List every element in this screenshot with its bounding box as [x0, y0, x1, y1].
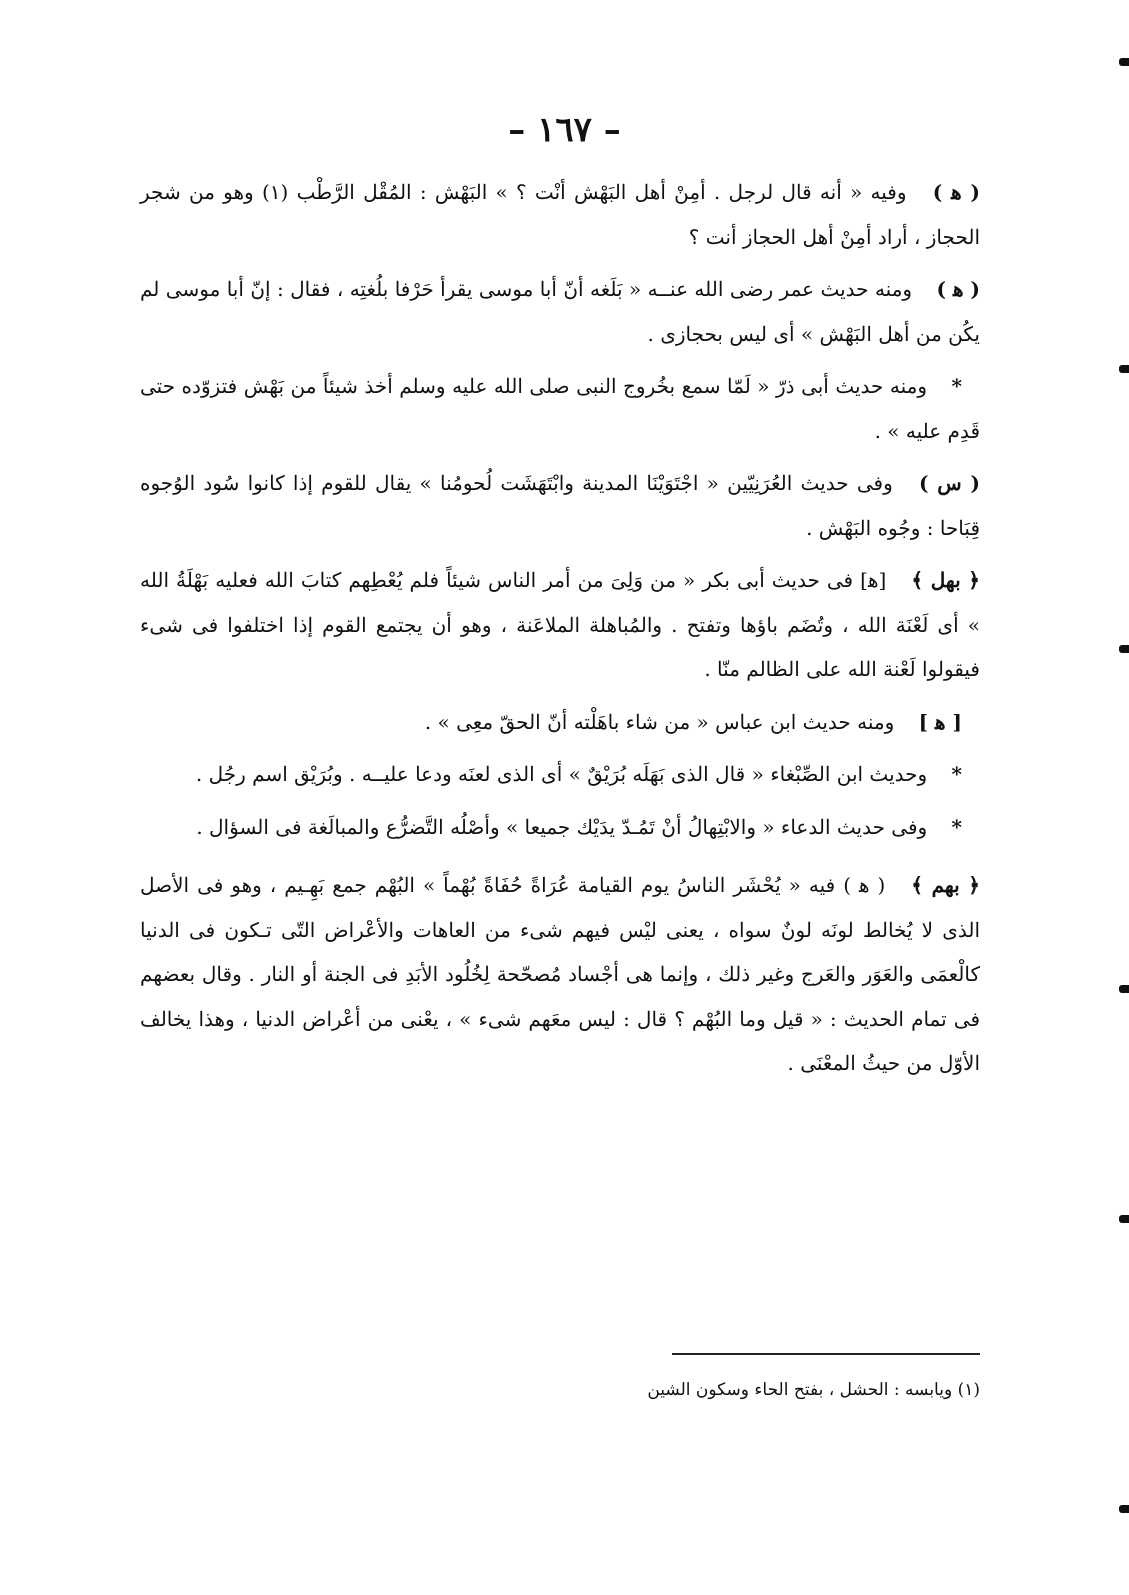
page-number: – ١٦٧ – [508, 110, 621, 150]
paragraph-text: وفيه « أنه قال لرجل . أمِنْ أهل البَهْش أنْت ؟ » البَهْش : المُقْل الرَّطْب (١) وهو من شجر الحجاز ، أراد أمِنْ أهل الحجاز أنت ؟ [140, 180, 980, 249]
paragraph [140, 170, 980, 259]
paragraph-text: ( ﻫ ) فيه « يُحْشَر الناسُ يوم القيامة عُرَاةً حُفَاةً بُهْماً » البُهْم جمع بَهِـيم ، وهو فى الأصل الذى لا يُخالط لونَه لونٌ سواه ، يعنى ليْس فيهم شىء من العاهات والأعْراض التّى تـكون فى الدنيا كالْعمَى والعَوَر والعَرج وغير ذلك ، وإنما هى أجْساد مُصحّحة لِخُلُود الأبَدِ فى الجنة أو النار . وقال بعضهم فى تمام الحديث : « قيل وما البُهْم ؟ قال : ليس معَهم شىء » ، يعْنى من أعْراض الدنيا ، وهذا يخالف الأوّل من حيثُ المعْنَى . [140, 873, 980, 1075]
paragraph [140, 700, 980, 745]
entry-paragraph [140, 558, 980, 692]
paragraph-text: ومنه حديث أبى ذرّ « لَمّا سمع بخُروج النبى صلى الله عليه وسلم أخذ شيئاً من بَهْش فتزوّده حتى قَدِم عليه » . [140, 374, 980, 443]
asterisk-marker: * [951, 814, 962, 839]
paragraph-text: [ﻫ] فى حديث أبى بكر « من وَلِىَ من أمر الناس شيئاً فلم يُعْطِهم كتابَ الله فعليه بَهْلَةُ الله » أى لَعْنَة الله ، وتُضَم باؤها وتفتح . والمُباهلة الملاعَنة ، وهو أن يجتمع القوم إذا اختلفوا فى شىء فيقولوا لَعْنة الله على الظالم منّا . [140, 568, 981, 681]
margin-mark [1119, 365, 1129, 373]
margin-mark [1119, 1215, 1129, 1223]
paragraph [140, 461, 980, 550]
paragraph [140, 752, 980, 797]
margin-mark [1119, 985, 1129, 993]
entry-headword: ﴿ بهم ﴾ [911, 873, 981, 897]
paragraph [140, 364, 980, 453]
margin-mark [1119, 1505, 1129, 1513]
paragraph-text: ومنه حديث ابن عباس « من شاء باهَلْته أنّ الحقّ معِى » . [424, 709, 895, 734]
entry-headword: ﴿ بهل ﴾ [911, 568, 981, 592]
asterisk-marker: * [951, 374, 963, 398]
footnote: (١) ويابسه : الحشل ، بفتح الحاء وسكون الشين [647, 1380, 980, 1400]
paragraph-text: وحديث ابن الصِّبْغاء « قال الذى بَهَلَه بُرَيْقٌ » أى الذى لعنَه ودعا عليــه . وبُرَيْق اسم رجُل . [195, 762, 928, 786]
paragraph [140, 267, 980, 356]
margin-mark [1119, 645, 1129, 653]
entry-paragraph [140, 863, 980, 1086]
source-marker: ( ﻫ ) [932, 180, 981, 204]
main-text [140, 170, 980, 1094]
paragraph [140, 805, 980, 850]
paragraph-text: وفى حديث الدعاء « والابْتِهالُ أنْ تَمُـدّ يدَيْك جميعا » وأصْلُه التَّضرُّع والمبالَغة فى السؤال . [196, 814, 928, 839]
source-marker: [ ﻫ ] [918, 709, 962, 734]
source-marker: ( س ) [919, 471, 981, 495]
margin-mark [1119, 58, 1129, 66]
paragraph-text: ومنه حديث عمر رضى الله عنــه « بَلَغه أنّ أبا موسى يقرأ حَرْفا بلُغتِه ، فقال : إنّ أبا موسى لم يكُن من أهل البَهْش » أى ليس بحجازى . [140, 277, 980, 346]
footnote-divider [672, 1353, 980, 1355]
source-marker: ( ﻫ ) [936, 277, 981, 301]
asterisk-marker: * [951, 762, 962, 786]
paragraph-text: وفى حديث العُرَنِيّين « اجْتَوَيْنَا المدينة وابْتَهَشَت لُحومُنا » يقال للقوم إذا كانوا سُود الوُجوه قِبَاحا : وجُوه البَهْش . [140, 471, 980, 540]
